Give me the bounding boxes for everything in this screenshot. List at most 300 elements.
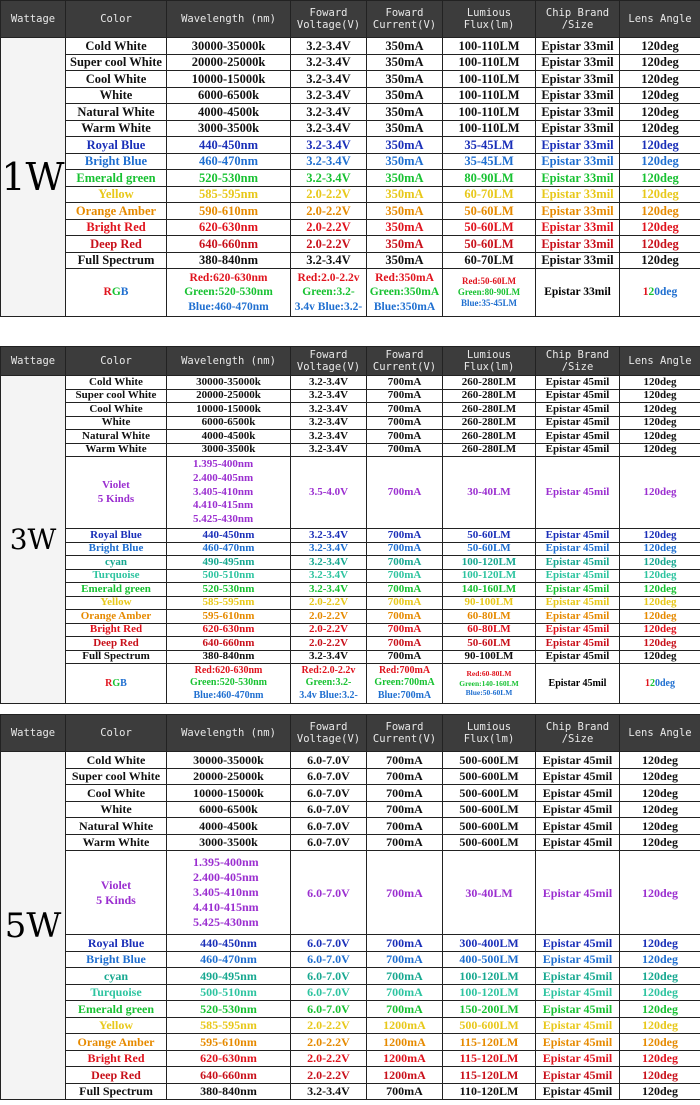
rgb-letter: G (112, 677, 121, 689)
color-name: Natural White (66, 104, 167, 121)
current-cell: 700mA (367, 768, 443, 785)
table-row (1, 186, 700, 203)
chip-cell: Epistar 45mil (536, 818, 620, 835)
angle-cell: 120deg (620, 443, 700, 457)
voltage-cell: 3.2-3.4V (291, 252, 367, 269)
table-row (1, 951, 700, 968)
column-header: Chip Brand /Size (536, 1, 620, 38)
table-row (1, 834, 700, 851)
rgb-value-line: Green:80-90LM (457, 286, 521, 297)
wavelength-cell: 30000-35000k (167, 752, 291, 769)
table-row (1, 556, 700, 570)
voltage-cell: 3.2-3.4V (291, 71, 367, 88)
flux-cell: 140-160LM (443, 583, 536, 597)
color-name: Emerald green (66, 1001, 167, 1018)
wavelength-line: 5.425-430nm (193, 513, 254, 526)
wavelength-cell: 490-495nm (167, 968, 291, 985)
chip-cell: Epistar 33mil (536, 236, 620, 253)
column-header: Color (66, 1, 167, 38)
flux-cell (443, 269, 536, 317)
voltage-cell: 3.2-3.4V (291, 583, 367, 597)
flux-cell: 260-280LM (443, 389, 536, 403)
table-row (1, 87, 700, 104)
wavelength-cell: 520-530nm (167, 170, 291, 187)
chip-cell: Epistar 33mil (536, 54, 620, 71)
chip-cell: Epistar 33mil (536, 203, 620, 220)
rgb-value-line: Green:700mA (374, 677, 435, 689)
wavelength-cell: 4000-4500k (167, 430, 291, 444)
rgb-value-line: Green:350mA (369, 286, 440, 299)
chip-cell: Epistar 45mil (536, 785, 620, 802)
rgb-letter: B (120, 285, 129, 298)
chip-cell: Epistar 45mil (536, 1034, 620, 1051)
column-header: Lumious Flux(lm) (443, 347, 536, 376)
color-name: Yellow (66, 1017, 167, 1034)
rgb-value-line: Red:620-630nm (189, 271, 268, 284)
angle-cell: 120deg (620, 818, 700, 835)
chip-cell: Epistar 45mil (536, 529, 620, 543)
color-name: Full Spectrum (66, 252, 167, 269)
color-name: Cool White (66, 403, 167, 417)
flux-cell: 260-280LM (443, 430, 536, 444)
column-header: Lumious Flux(lm) (443, 715, 536, 752)
color-name: Super cool White (66, 768, 167, 785)
chip-cell: Epistar 45mil (536, 416, 620, 430)
color-name: Bright Blue (66, 542, 167, 556)
color-name-line: Violet (102, 478, 130, 491)
column-header: Foward Voltage(V) (291, 715, 367, 752)
flux-cell: 100-120LM (443, 968, 536, 985)
angle-cell: 120deg (620, 203, 700, 220)
angle-cell: 120deg (620, 54, 700, 71)
wavelength-line: 1.395-400nm (193, 855, 259, 869)
voltage-cell (291, 664, 367, 704)
header-row (1, 347, 700, 376)
voltage-cell: 6.0-7.0V (291, 785, 367, 802)
wavelength-cell: 500-510nm (167, 569, 291, 583)
color-name-line: 5 Kinds (97, 492, 135, 505)
column-header: Chip Brand /Size (536, 347, 620, 376)
current-cell: 1200mA (367, 1017, 443, 1034)
angle-cell: 120deg (620, 38, 700, 55)
current-cell: 700mA (367, 430, 443, 444)
flux-cell: 100-120LM (443, 984, 536, 1001)
angle-cell: 120deg (620, 416, 700, 430)
table-1w (0, 0, 700, 317)
current-cell: 700mA (367, 785, 443, 802)
rgb-value-line: Blue:460-470nm (188, 300, 269, 313)
chip-cell: Epistar 33mil (536, 153, 620, 170)
wavelength-cell: 4000-4500k (167, 104, 291, 121)
wavelength-cell: 460-470nm (167, 951, 291, 968)
angle-cell: 120deg (620, 637, 700, 651)
column-header: Wavelength (nm) (167, 1, 291, 38)
chip-cell: Epistar 45mil (536, 389, 620, 403)
color-name: Bright Red (66, 623, 167, 637)
flux-cell: 500-600LM (443, 801, 536, 818)
chip-cell: Epistar 45mil (536, 984, 620, 1001)
flux-cell: 60-70LM (443, 252, 536, 269)
color-name: Bright Blue (66, 951, 167, 968)
table-row (1, 1001, 700, 1018)
table-row (1, 1083, 700, 1100)
chip-cell: Epistar 33mil (536, 38, 620, 55)
table-row (1, 610, 700, 624)
flux-cell: 100-120LM (443, 556, 536, 570)
angle-cell: 120deg (620, 768, 700, 785)
angle-cell: 120deg (620, 170, 700, 187)
flux-cell: 500-600LM (443, 752, 536, 769)
flux-cell: 35-45LM (443, 153, 536, 170)
voltage-cell: 2.0-2.2V (291, 1034, 367, 1051)
voltage-cell: 3.5-4.0V (291, 457, 367, 529)
voltage-cell: 6.0-7.0V (291, 951, 367, 968)
current-cell: 700mA (367, 542, 443, 556)
color-name: Full Spectrum (66, 1083, 167, 1100)
color-name: Cool White (66, 71, 167, 88)
current-cell: 700mA (367, 529, 443, 543)
angle-cell: 120deg (620, 1083, 700, 1100)
table-row (1, 137, 700, 154)
column-header: Lumious Flux(lm) (443, 1, 536, 38)
rgb-value-line: Green:520-530nm (184, 286, 273, 299)
angle-cell: 120deg (620, 252, 700, 269)
column-header: Wavelength (nm) (167, 715, 291, 752)
rgb-letter: G (111, 285, 121, 298)
color-name (66, 851, 167, 935)
spec-table-5w (0, 714, 700, 1100)
wattage-label: 5W (1, 752, 66, 1100)
table-row (1, 529, 700, 543)
voltage-cell: 6.0-7.0V (291, 935, 367, 952)
flux-cell: 50-60LM (443, 219, 536, 236)
table-row (1, 403, 700, 417)
chip-cell: Epistar 45mil (536, 637, 620, 651)
chip-cell: Epistar 45mil (536, 376, 620, 390)
table-row (1, 153, 700, 170)
current-cell: 700mA (367, 752, 443, 769)
color-name: Bright Blue (66, 153, 167, 170)
voltage-cell: 2.0-2.2V (291, 596, 367, 610)
angle-cell: 120deg (620, 623, 700, 637)
flux-cell: 90-100LM (443, 596, 536, 610)
table-row (1, 650, 700, 664)
color-name: Turquoise (66, 984, 167, 1001)
angle-cell: 120deg (620, 1067, 700, 1084)
voltage-cell: 2.0-2.2V (291, 1050, 367, 1067)
flux-cell: 100-110LM (443, 87, 536, 104)
wavelength-cell: 4000-4500k (167, 818, 291, 835)
wavelength-cell: 585-595nm (167, 186, 291, 203)
wavelength-cell: 20000-25000k (167, 54, 291, 71)
wattage-label: 1W (1, 38, 66, 317)
wattage-label: 3W (1, 376, 66, 704)
chip-cell: Epistar 33mil (536, 186, 620, 203)
angle-part: 1 (642, 285, 649, 298)
table-row (1, 54, 700, 71)
current-cell: 350mA (367, 186, 443, 203)
wavelength-cell: 460-470nm (167, 542, 291, 556)
table-row (1, 637, 700, 651)
chip-cell: Epistar 45mil (536, 768, 620, 785)
rgb-letter: B (120, 677, 127, 689)
chip-cell: Epistar 33mil (536, 120, 620, 137)
chip-cell: Epistar 33mil (536, 104, 620, 121)
angle-cell: 120deg (620, 430, 700, 444)
color-name: Orange Amber (66, 203, 167, 220)
table-row (1, 120, 700, 137)
chip-cell: Epistar 33mil (536, 170, 620, 187)
table-row (1, 1067, 700, 1084)
voltage-cell: 3.2-3.4V (291, 153, 367, 170)
table-row (1, 430, 700, 444)
flux-cell: 50-60LM (443, 203, 536, 220)
flux-cell: 260-280LM (443, 416, 536, 430)
angle-cell: 120deg (620, 376, 700, 390)
current-cell (367, 269, 443, 317)
spec-table-1w (0, 0, 700, 317)
angle-cell: 120deg (620, 556, 700, 570)
chip-cell: Epistar 45mil (536, 935, 620, 952)
angle-part: 0deg (655, 677, 675, 689)
angle-cell: 120deg (620, 596, 700, 610)
chip-cell: Epistar 45mil (536, 1067, 620, 1084)
chip-cell: Epistar 33mil (536, 87, 620, 104)
chip-cell: Epistar 45mil (536, 1017, 620, 1034)
flux-cell: 60-80LM (443, 610, 536, 624)
color-name: Cold White (66, 38, 167, 55)
table-row (1, 457, 700, 529)
rgb-value-line: Blue:50-60LM (465, 688, 513, 698)
chip-cell: Epistar 33mil (536, 219, 620, 236)
chip-cell: Epistar 45mil (536, 542, 620, 556)
flux-cell: 100-110LM (443, 38, 536, 55)
color-name-rgb (66, 664, 167, 704)
voltage-cell: 3.2-3.4V (291, 54, 367, 71)
table-row (1, 583, 700, 597)
angle-cell: 120deg (620, 87, 700, 104)
voltage-cell: 3.2-3.4V (291, 38, 367, 55)
rgb-value-line: Blue:700mA (377, 689, 432, 701)
wavelength-cell: 440-450nm (167, 935, 291, 952)
wavelength-cell: 6000-6500k (167, 801, 291, 818)
table-row (1, 416, 700, 430)
angle-cell: 120deg (620, 219, 700, 236)
voltage-cell: 6.0-7.0V (291, 1001, 367, 1018)
wavelength-line: 4.410-415nm (193, 499, 254, 512)
table-row (1, 752, 700, 769)
wavelength-cell: 440-450nm (167, 529, 291, 543)
current-cell: 700mA (367, 1083, 443, 1100)
table-row (1, 818, 700, 835)
color-name: Orange Amber (66, 1034, 167, 1051)
wavelength-line: 3.405-410nm (193, 885, 259, 899)
flux-cell: 150-200LM (443, 1001, 536, 1018)
flux-cell: 260-280LM (443, 376, 536, 390)
wavelength-cell: 30000-35000k (167, 38, 291, 55)
flux-cell: 500-600LM (443, 818, 536, 835)
chip-cell: Epistar 45mil (536, 1050, 620, 1067)
wavelength-cell: 640-660nm (167, 637, 291, 651)
voltage-cell: 6.0-7.0V (291, 834, 367, 851)
angle-cell: 120deg (620, 137, 700, 154)
chip-cell: Epistar 45mil (536, 851, 620, 935)
color-name: Emerald green (66, 170, 167, 187)
chip-cell: Epistar 33mil (536, 269, 620, 317)
current-cell: 700mA (367, 389, 443, 403)
color-name: Deep Red (66, 1067, 167, 1084)
chip-cell: Epistar 45mil (536, 1083, 620, 1100)
flux-cell: 60-80LM (443, 623, 536, 637)
rgb-letter: R (105, 677, 113, 689)
color-name: Warm White (66, 834, 167, 851)
voltage-cell: 3.2-3.4V (291, 1083, 367, 1100)
angle-cell: 120deg (620, 542, 700, 556)
column-header: Lens Angle (620, 715, 700, 752)
chip-cell: Epistar 45mil (536, 443, 620, 457)
flux-cell: 115-120LM (443, 1067, 536, 1084)
wavelength-cell: 10000-15000k (167, 403, 291, 417)
current-cell: 700mA (367, 403, 443, 417)
chip-cell: Epistar 45mil (536, 951, 620, 968)
voltage-cell: 3.2-3.4V (291, 137, 367, 154)
flux-cell: 300-400LM (443, 935, 536, 952)
flux-cell: 30-40LM (443, 457, 536, 529)
chip-cell: Epistar 45mil (536, 403, 620, 417)
current-cell: 700mA (367, 935, 443, 952)
current-cell: 350mA (367, 38, 443, 55)
voltage-cell: 2.0-2.2V (291, 1017, 367, 1034)
angle-cell: 120deg (620, 583, 700, 597)
voltage-cell: 6.0-7.0V (291, 968, 367, 985)
wavelength-cell: 500-510nm (167, 984, 291, 1001)
rgb-value-line: Blue:35-45LM (461, 298, 517, 309)
chip-cell: Epistar 45mil (536, 430, 620, 444)
color-name: cyan (66, 968, 167, 985)
angle-part: 1 (645, 677, 650, 689)
voltage-cell: 3.2-3.4V (291, 416, 367, 430)
rgb-row (1, 269, 700, 317)
chip-cell: Epistar 45mil (536, 664, 620, 704)
angle-cell: 120deg (620, 968, 700, 985)
column-header: Wattage (1, 347, 66, 376)
voltage-cell: 3.2-3.4V (291, 542, 367, 556)
angle-cell: 120deg (620, 529, 700, 543)
voltage-cell: 3.2-3.4V (291, 376, 367, 390)
table-row (1, 219, 700, 236)
table-row (1, 1050, 700, 1067)
color-name: Warm White (66, 120, 167, 137)
color-name: Yellow (66, 186, 167, 203)
angle-cell: 120deg (620, 403, 700, 417)
wavelength-cell: 620-630nm (167, 219, 291, 236)
color-name: Bright Red (66, 1050, 167, 1067)
angle-cell: 120deg (620, 1001, 700, 1018)
color-name-rgb (66, 269, 167, 317)
wavelength-line: 2.400-405nm (193, 870, 259, 884)
chip-cell: Epistar 33mil (536, 71, 620, 88)
voltage-cell: 3.2-3.4V (291, 389, 367, 403)
wavelength-cell (167, 457, 291, 529)
rgb-value-line: Red:60-80LM (466, 669, 512, 679)
voltage-cell: 6.0-7.0V (291, 752, 367, 769)
wavelength-cell: 380-840nm (167, 650, 291, 664)
current-cell: 700mA (367, 951, 443, 968)
wavelength-cell: 590-610nm (167, 203, 291, 220)
current-cell: 700mA (367, 416, 443, 430)
angle-cell: 120deg (620, 153, 700, 170)
color-name: Bright Red (66, 219, 167, 236)
rgb-value-line: Red:2.0-2.2v (301, 664, 356, 676)
column-header: Wattage (1, 715, 66, 752)
color-name: Royal Blue (66, 137, 167, 154)
angle-cell: 120deg (620, 389, 700, 403)
current-cell: 700mA (367, 376, 443, 390)
voltage-cell: 6.0-7.0V (291, 818, 367, 835)
wavelength-cell: 620-630nm (167, 1050, 291, 1067)
column-header: Color (66, 715, 167, 752)
rgb-value-line: Red:2.0-2.2v (297, 271, 360, 284)
angle-cell: 120deg (620, 186, 700, 203)
angle-cell: 120deg (620, 1034, 700, 1051)
wavelength-cell: 20000-25000k (167, 389, 291, 403)
angle-cell: 120deg (620, 236, 700, 253)
current-cell: 350mA (367, 104, 443, 121)
flux-cell: 50-60LM (443, 529, 536, 543)
voltage-cell: 2.0-2.2V (291, 1067, 367, 1084)
current-cell: 350mA (367, 153, 443, 170)
angle-part: 2 (648, 285, 655, 298)
current-cell: 700mA (367, 851, 443, 935)
color-name: Cool White (66, 785, 167, 802)
wavelength-cell: 380-840nm (167, 252, 291, 269)
color-name: Warm White (66, 443, 167, 457)
chip-cell: Epistar 45mil (536, 583, 620, 597)
current-cell: 700mA (367, 637, 443, 651)
current-cell: 700mA (367, 569, 443, 583)
rgb-value-line: 3.4v Blue:3.2- (299, 689, 358, 701)
wavelength-cell: 620-630nm (167, 623, 291, 637)
voltage-cell: 3.2-3.4V (291, 569, 367, 583)
table-row (1, 389, 700, 403)
angle-cell: 120deg (620, 1050, 700, 1067)
table-row (1, 236, 700, 253)
color-name: Deep Red (66, 236, 167, 253)
chip-cell: Epistar 45mil (536, 752, 620, 769)
angle-cell: 120deg (620, 752, 700, 769)
color-name: Super cool White (66, 54, 167, 71)
voltage-cell: 2.0-2.2V (291, 610, 367, 624)
chip-cell: Epistar 45mil (536, 623, 620, 637)
rgb-value-line: Green:140-160LM (459, 678, 519, 688)
flux-cell: 100-110LM (443, 104, 536, 121)
current-cell: 700mA (367, 556, 443, 570)
voltage-cell: 3.2-3.4V (291, 529, 367, 543)
flux-cell: 500-600LM (443, 1017, 536, 1034)
current-cell: 350mA (367, 236, 443, 253)
voltage-cell (291, 269, 367, 317)
angle-cell: 120deg (620, 569, 700, 583)
color-name: Super cool White (66, 389, 167, 403)
voltage-cell: 6.0-7.0V (291, 984, 367, 1001)
color-name: White (66, 416, 167, 430)
wavelength-cell: 520-530nm (167, 1001, 291, 1018)
flux-cell: 115-120LM (443, 1050, 536, 1067)
wavelength-line: 1.395-400nm (193, 458, 254, 471)
wavelength-cell: 10000-15000k (167, 785, 291, 802)
color-name: Natural White (66, 818, 167, 835)
table-row (1, 71, 700, 88)
